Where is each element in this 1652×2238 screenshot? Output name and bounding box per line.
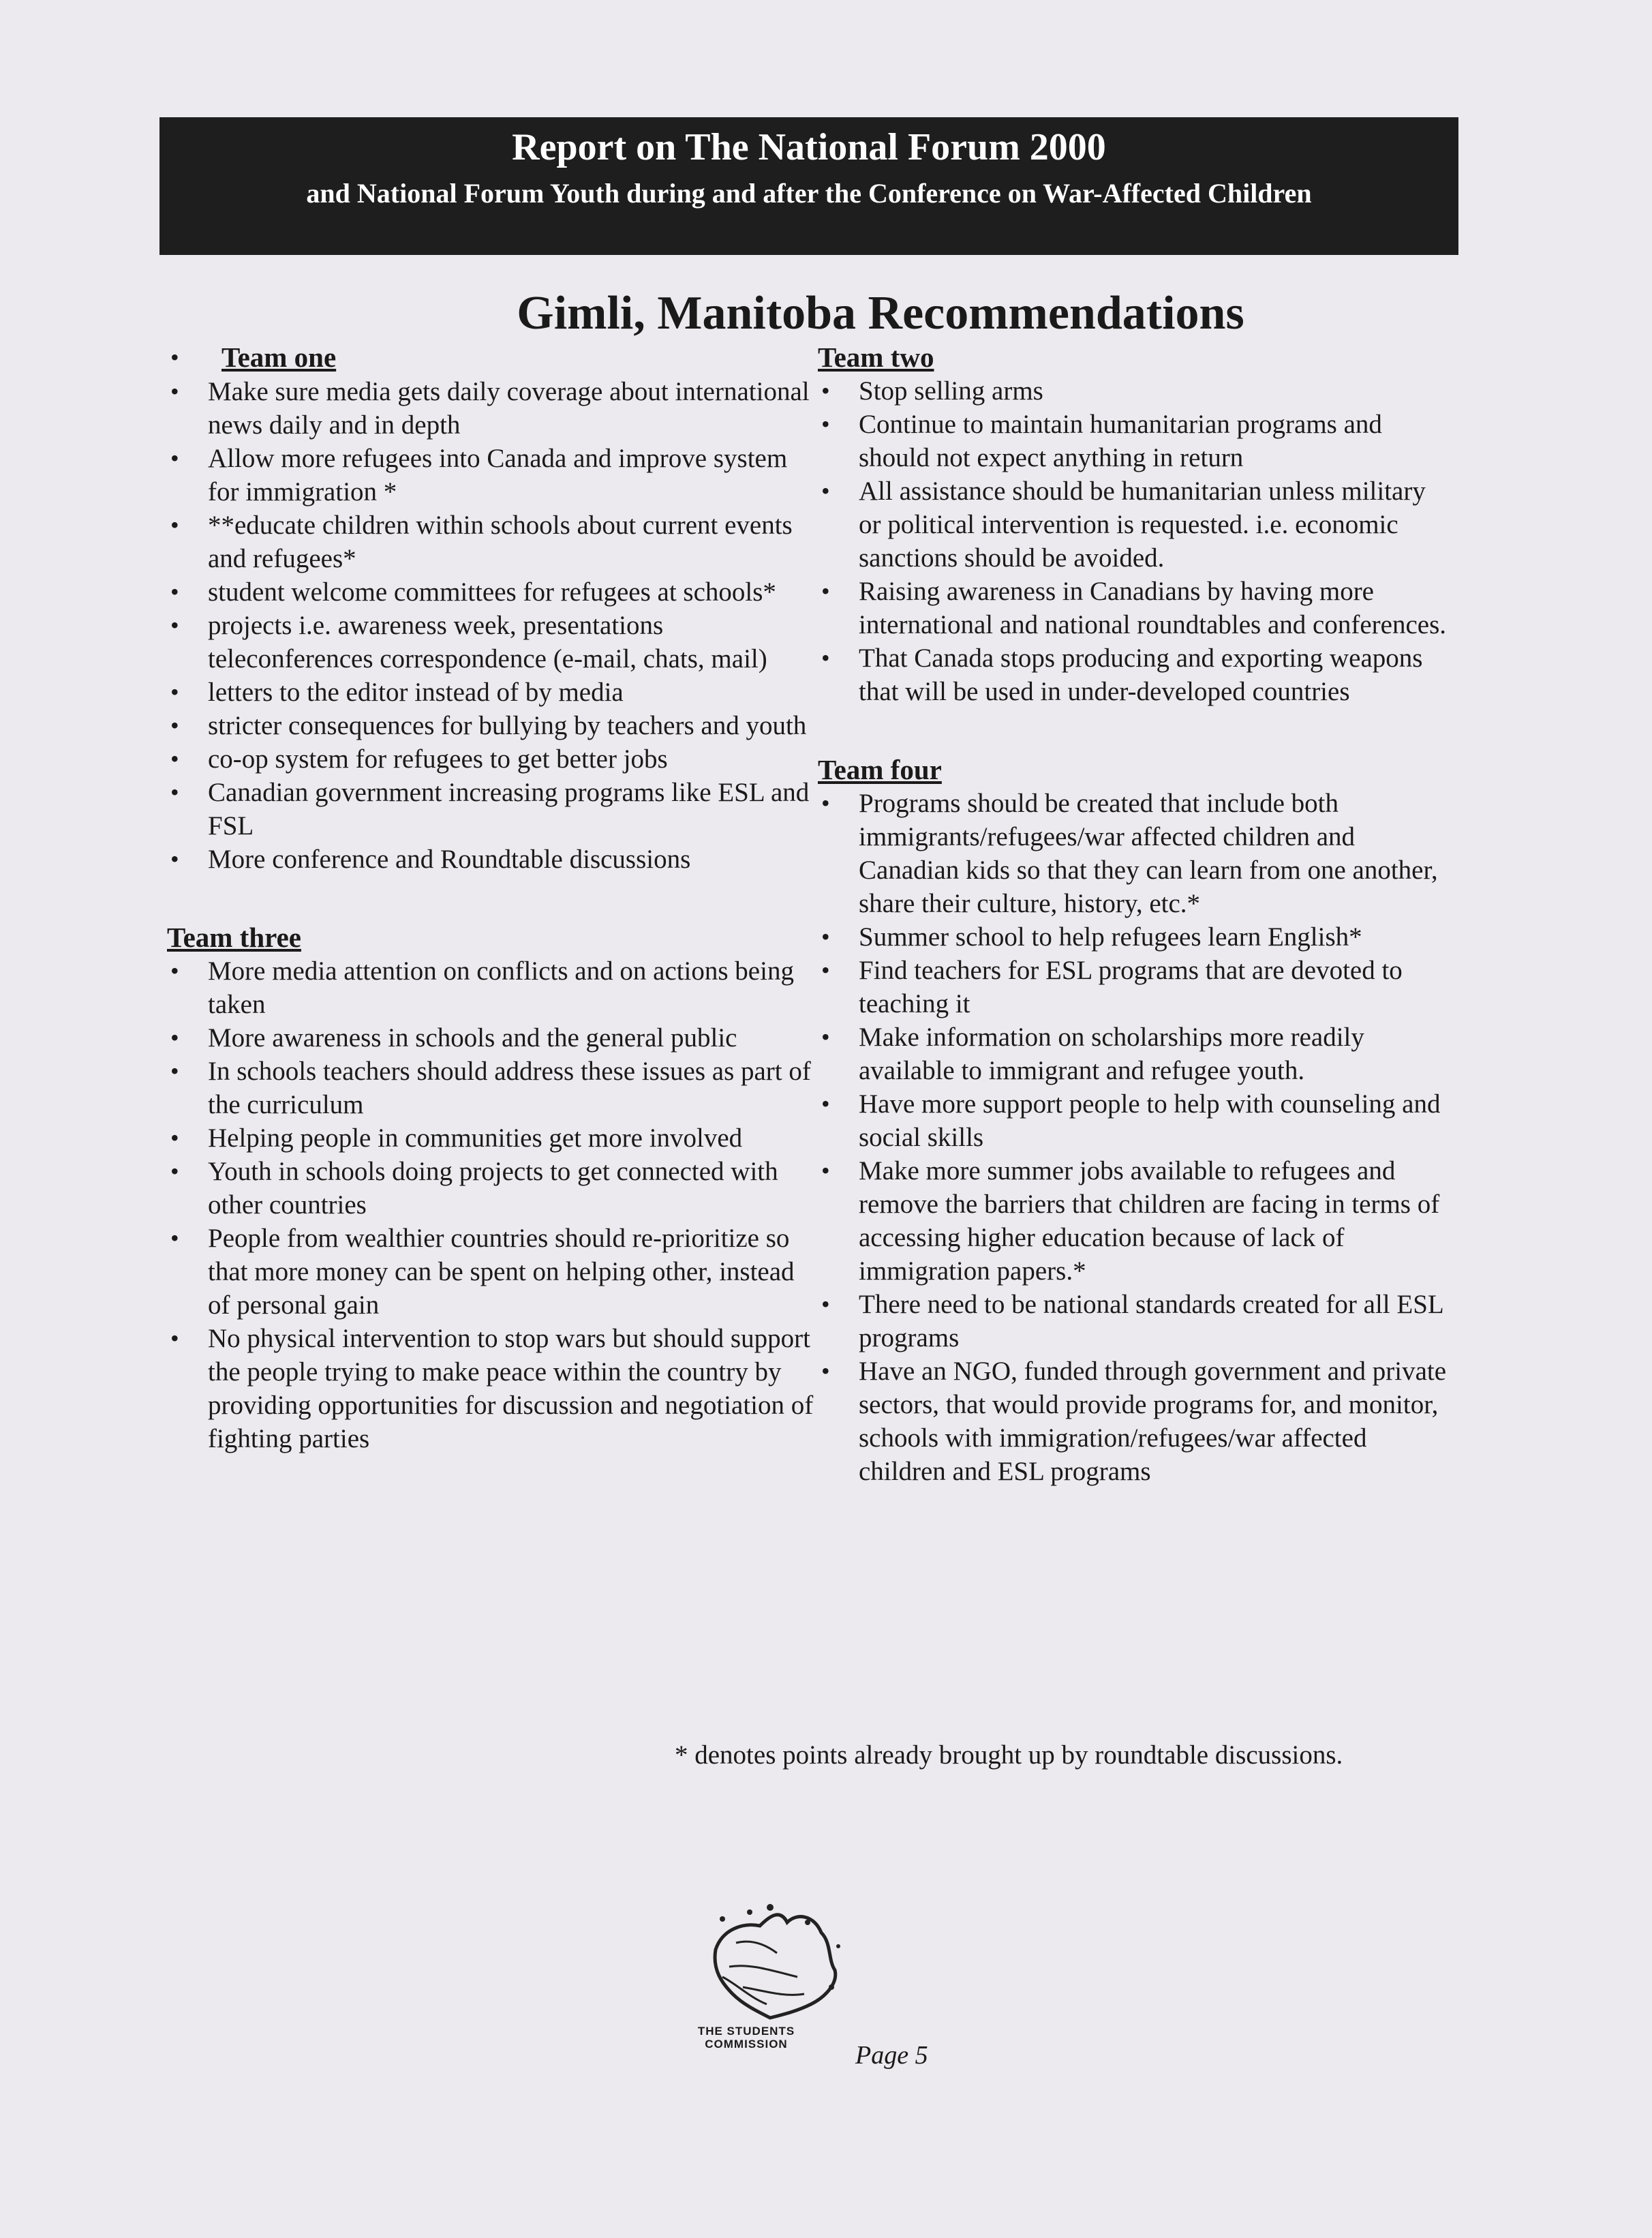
list-item: • Helping people in communities get more involved — [157, 1121, 818, 1155]
list-item: • **educate children within schools about current events and refugees* — [157, 509, 818, 575]
list-item: • co-op system for refugees to get better jobs — [157, 742, 818, 776]
list-item: • Have more support people to help with counseling and social skills — [808, 1087, 1448, 1154]
logo-text: THE STUDENTS COMMISSION — [697, 2025, 795, 2051]
team-four-list — [808, 787, 1448, 1488]
team-three-section — [157, 921, 818, 1455]
list-item: • There need to be national standards created for all ESL programs — [808, 1288, 1448, 1355]
list-item: • More conference and Roundtable discussions — [157, 843, 818, 876]
left-column — [157, 341, 818, 1455]
list-item: • stricter consequences for bullying by teachers and youth — [157, 709, 818, 742]
list-item: • That Canada stops producing and exporting weapons that will be used in under-developed countries — [808, 641, 1448, 708]
list-item: • In schools teachers should address these issues as part of the curriculum — [157, 1055, 818, 1121]
canada-map-icon — [702, 1902, 852, 2031]
list-item: • Summer school to help refugees learn English* — [808, 920, 1448, 954]
page-title: Gimli, Manitoba Recommendations — [517, 287, 1244, 339]
banner-title: Report on The National Forum 2000 — [512, 126, 1106, 168]
team-four-heading: Team four — [818, 754, 942, 785]
team-three-list — [157, 954, 818, 1455]
list-item: • Make more summer jobs available to refugees and remove the barriers that children are facing in terms of accessing higher education because of lack of immigration papers.* — [808, 1154, 1448, 1288]
team-one-heading: Team one — [221, 342, 337, 373]
team-two-section — [808, 341, 1448, 708]
list-item: • More awareness in schools and the general public — [157, 1021, 818, 1055]
list-item: • student welcome committees for refugees at schools* — [157, 575, 818, 609]
list-item: • People from wealthier countries should re-prioritize so that more money can be spent on helping other, instead of personal gain — [157, 1222, 818, 1322]
list-item: • Stop selling arms — [808, 374, 1448, 408]
list-item: • More media attention on conflicts and on actions being taken — [157, 954, 818, 1021]
list-item: • Programs should be created that include both immigrants/refugees/war affected children and Canadian kids so that they can learn from one another, share their culture, history, etc.* — [808, 787, 1448, 920]
banner-subtitle: and National Forum Youth during and after the Conference on War-Affected Children — [306, 178, 1312, 209]
list-item: • projects i.e. awareness week, presentations teleconferences correspondence (e-mail, chats, mail) — [157, 609, 818, 676]
list-item: • No physical intervention to stop wars but should support the people trying to make peace within the country by providing opportunities for discussion and negotiation of fighting parties — [157, 1322, 818, 1455]
list-item: • Allow more refugees into Canada and improve system for immigration * — [157, 442, 818, 509]
list-item: • Raising awareness in Canadians by having more international and national roundtables and conferences. — [808, 575, 1448, 641]
team-one-list — [157, 375, 818, 876]
list-item: • Continue to maintain humanitarian programs and should not expect anything in return — [808, 408, 1448, 474]
team-four-section — [808, 753, 1448, 1488]
list-item: • letters to the editor instead of by media — [157, 676, 818, 709]
list-item: • Canadian government increasing programs like ESL and FSL — [157, 776, 818, 843]
team-two-heading: Team two — [818, 342, 934, 373]
right-column — [808, 341, 1448, 1488]
list-item: • All assistance should be humanitarian unless military or political intervention is requested. i.e. economic sanctions should be avoided. — [808, 474, 1448, 575]
team-one-heading-row — [157, 341, 818, 375]
list-item: • Youth in schools doing projects to get connected with other countries — [157, 1155, 818, 1222]
team-one-section — [157, 341, 818, 876]
report-banner — [159, 117, 1458, 255]
team-two-list — [808, 374, 1448, 708]
list-item: • Find teachers for ESL programs that are devoted to teaching it — [808, 954, 1448, 1020]
page-number: Page 5 — [855, 2041, 928, 2070]
footnote: * denotes points already brought up by roundtable discussions. — [675, 1740, 1343, 1770]
list-item: • Make information on scholarships more readily available to immigrant and refugee youth. — [808, 1020, 1448, 1087]
list-item: • Make sure media gets daily coverage about international news daily and in depth — [157, 375, 818, 442]
team-three-heading: Team three — [167, 922, 301, 953]
list-item: • Have an NGO, funded through government and private sectors, that would provide programs for, and monitor, schools with immigration/refugees/war affected children and ESL programs — [808, 1355, 1448, 1488]
